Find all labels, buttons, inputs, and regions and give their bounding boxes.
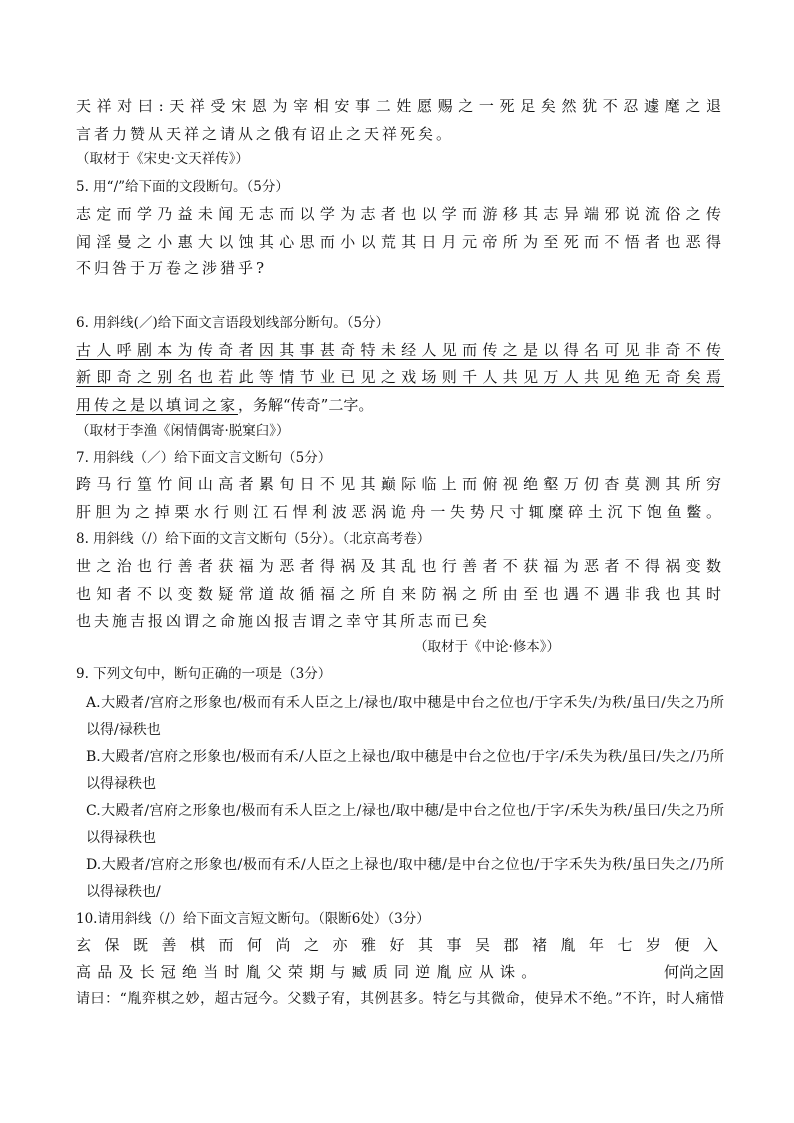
option-b: B.大殿者/宫府之形象也/极而有禾/人臣之上禄也/取中穗是中台之位也/于字/禾失为秩/虽曰/失之/乃所 xyxy=(86,749,724,765)
source-citation: （取材于李渔《闲情偶寄·脱窠臼》） xyxy=(76,423,290,439)
underlined-segment: 用传之是以填词之家 xyxy=(76,396,239,414)
source-citation: （取材于《中论·修本》） xyxy=(414,639,561,655)
underlined-passage-line: 古人呼剧本为传奇者因其事甚奇特未经人见而传之是以得名可见非奇不传 xyxy=(76,341,724,359)
passage-line: 跨马行篁竹间山高者累旬日不见其巅际临上而俯视绝壑万仞杳莫测其所穷 xyxy=(76,475,724,493)
option-c: C.大殿者/宫府之形象也/极而有禾人臣之上/禄也/取中穗/是中台之位也/于字/禾失为秩/虽曰/失之乃所 xyxy=(86,803,724,819)
passage-line xyxy=(76,395,373,415)
passage-line: 也知者不以变数疑常道故循福之所自来防祸之所由至也遇不遇非我也其时 xyxy=(76,585,724,603)
passage-text: 高品及长冠绝当时胤父荣期与臧质同逆胤应从诛。 xyxy=(76,963,543,981)
passage-line: 言者力赞从天祥之请从之俄有诏止之天祥死矣。 xyxy=(76,125,455,143)
source-citation: （取材于《宋史·文天祥传》） xyxy=(76,151,250,167)
passage-line: 志定而学乃益未闻无志而以学为志者也以学而游移其志异端邪说流俗之传 xyxy=(76,205,724,223)
passage-line: 也夫施吉报凶谓之命施凶报吉谓之幸守其所志而已矣 xyxy=(76,612,491,630)
passage-line xyxy=(76,962,724,982)
question-title: 7. 用斜线（／）给下面文言文断句（5分） xyxy=(76,450,332,466)
passage-line: 世之治也行善者获福为恶者得祸及其乱也行善者不获福为恶者不得祸变数 xyxy=(76,557,724,575)
passage-line: 天祥对曰:天祥受宋恩为宰相安事二姓愿赐之一死足矣然犹不忍遽麾之退 xyxy=(76,97,724,115)
passage-line: 闻淫曼之小惠大以蚀其心思而小以荒其日月元帝所为至死而不悟者也恶得 xyxy=(76,233,724,251)
option-b-continued: 以得禄秩也 xyxy=(86,776,156,792)
option-d: D.大殿者/宫府之形象也/极而有禾/人臣之上禄也/取中穗/是中台之位也/于字禾失为秩/虽曰失之/乃所 xyxy=(86,857,724,873)
question-title: 10.请用斜线（/）给下面文言短文断句。（限断6处）（3分） xyxy=(76,911,430,927)
option-a: A.大殿者/宫府之形象也/极而有禾人臣之上/禄也/取中穗是中台之位也/于字禾失/为秩/虽曰/失之乃所 xyxy=(86,695,724,711)
question-title: 9. 下列文句中，断句正确的一项是（3分） xyxy=(76,666,332,682)
question-title: 8. 用斜线（/）给下面的文言文断句（5分）。（北京高考卷） xyxy=(76,531,431,547)
option-d-continued: 以得禄秩也/ xyxy=(86,884,161,900)
passage-line: 请曰：“胤弈棋之妙，超古冠今。父戮子宥，其例甚多。特乞与其微命，使异术不绝。”不许，时人痛惜 xyxy=(76,991,724,1007)
option-a-continued: 以得/禄秩也 xyxy=(86,722,161,738)
passage-line: 肝胆为之掉栗水行则江石悍利波恶涡诡舟一失势尺寸辄糜碎土沉下饱鱼鳖。 xyxy=(76,503,724,521)
passage-text: ，务解“传奇”二字。 xyxy=(238,396,374,414)
underlined-passage-line: 新即奇之别名也若此等情节业已见之戏场则千人共见万人共见绝无奇矣焉 xyxy=(76,368,724,386)
passage-line: 不归咎于万卷之涉猎乎? xyxy=(76,259,268,277)
passage-text: 何尚之固 xyxy=(663,963,724,981)
question-title: 6. 用斜线(／)给下面文言语段划线部分断句。（5分） xyxy=(76,315,390,331)
question-title: 5. 用“/”给下面的文段断句。（5分） xyxy=(76,179,289,195)
option-c-continued: 以得禄秩也 xyxy=(86,830,156,846)
passage-line: 玄保既善棋而何尚之亦雅好其事吴郡褚胤年七岁便入 xyxy=(76,936,724,954)
